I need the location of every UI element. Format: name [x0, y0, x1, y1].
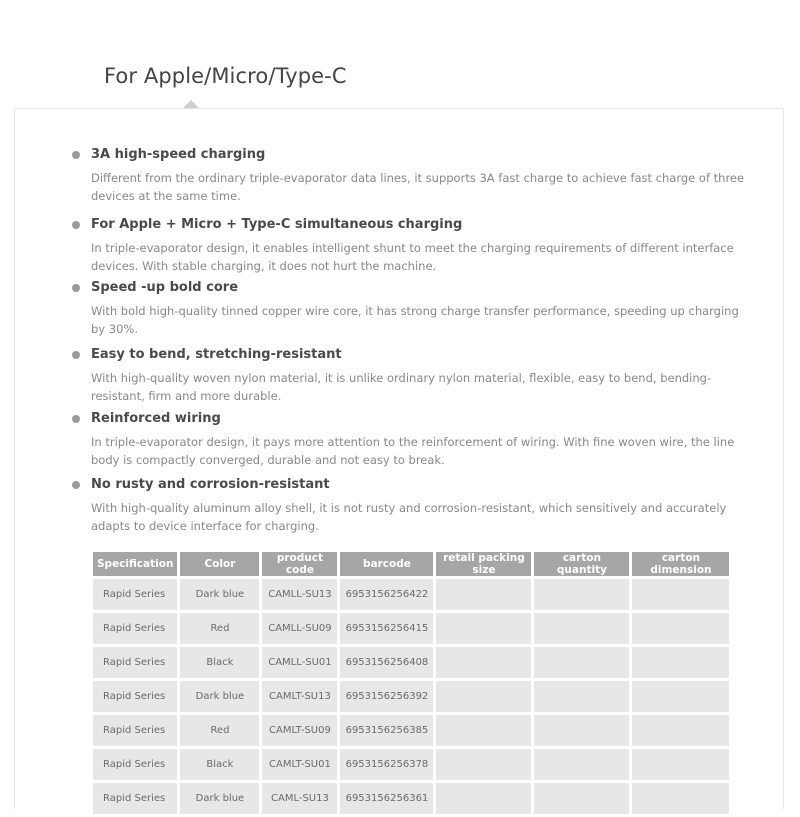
column-header-specification: Specification [93, 552, 177, 576]
cell-carton-quantity [534, 715, 629, 746]
feature-title: Easy to bend, stretching-resistant [91, 347, 342, 362]
cell-retail-packing-size [436, 715, 531, 746]
column-header-product-code: product code [262, 552, 337, 576]
cell-barcode: 6953156256378 [340, 749, 433, 780]
bullet-icon [72, 221, 80, 229]
column-header-color: Color [180, 552, 259, 576]
cell-color: Black [180, 749, 259, 780]
feature-title: Reinforced wiring [91, 411, 221, 426]
cell-barcode: 6953156256385 [340, 715, 433, 746]
column-header-barcode: barcode [340, 552, 433, 576]
cell-retail-packing-size [436, 783, 531, 814]
feature-title: For Apple + Micro + Type-C simultaneous charging [91, 217, 463, 232]
bullet-icon [72, 351, 80, 359]
bullet-icon [72, 151, 80, 159]
cell-color: Red [180, 613, 259, 644]
cell-specification: Rapid Series [93, 681, 177, 712]
cell-color: Red [180, 715, 259, 746]
table-row [93, 647, 729, 678]
cell-color: Dark blue [180, 681, 259, 712]
cell-carton-dimension [632, 681, 729, 712]
cell-carton-quantity [534, 783, 629, 814]
cell-specification: Rapid Series [93, 783, 177, 814]
feature-item [72, 410, 752, 469]
table-row [93, 613, 729, 644]
table-row [93, 681, 729, 712]
cell-carton-quantity [534, 647, 629, 678]
cell-barcode: 6953156256392 [340, 681, 433, 712]
cell-barcode: 6953156256415 [340, 613, 433, 644]
column-header-retail-packing-size: retail packing size [436, 552, 531, 576]
table-row [93, 783, 729, 814]
cell-retail-packing-size [436, 647, 531, 678]
feature-item [72, 279, 752, 338]
column-header-carton-quantity: carton quantity [534, 552, 629, 576]
feature-description: With high-quality woven nylon material, it is unlike ordinary nylon material, flexible, easy to bend, bending-resistant, firm and more durable. [91, 371, 712, 403]
bullet-icon [72, 415, 80, 423]
cell-carton-quantity [534, 613, 629, 644]
feature-description: With bold high-quality tinned copper wire core, it has strong charge transfer performance, speeding up charging by 30%. [91, 304, 739, 336]
feature-title: No rusty and corrosion-resistant [91, 477, 330, 492]
cell-barcode: 6953156256422 [340, 579, 433, 610]
feature-item [72, 146, 752, 205]
cell-barcode: 6953156256408 [340, 647, 433, 678]
page-title: For Apple/Micro/Type-C [104, 64, 347, 88]
cell-color: Dark blue [180, 579, 259, 610]
column-header-carton-dimension: carton dimension [632, 552, 729, 576]
cell-barcode: 6953156256361 [340, 783, 433, 814]
feature-list [72, 146, 752, 535]
cell-carton-dimension [632, 613, 729, 644]
table-row [93, 715, 729, 746]
cell-specification: Rapid Series [93, 647, 177, 678]
feature-item [72, 476, 752, 535]
feature-item [72, 216, 752, 275]
cell-carton-quantity [534, 681, 629, 712]
cell-product-code: CAMLL-SU09 [262, 613, 337, 644]
cell-retail-packing-size [436, 681, 531, 712]
bullet-icon [72, 481, 80, 489]
section-pointer-caret [183, 100, 199, 108]
cell-color: Black [180, 647, 259, 678]
cell-product-code: CAMLL-SU13 [262, 579, 337, 610]
cell-retail-packing-size [436, 579, 531, 610]
cell-specification: Rapid Series [93, 715, 177, 746]
cell-carton-dimension [632, 783, 729, 814]
cell-retail-packing-size [436, 749, 531, 780]
cell-product-code: CAML-SU13 [262, 783, 337, 814]
bullet-icon [72, 284, 80, 292]
cell-product-code: CAMLT-SU09 [262, 715, 337, 746]
cell-carton-dimension [632, 715, 729, 746]
table-row [93, 579, 729, 610]
feature-description: With high-quality aluminum alloy shell, it is not rusty and corrosion-resistant, which sensitively and accurately adapts to device interface for charging. [91, 501, 727, 533]
cell-specification: Rapid Series [93, 579, 177, 610]
cell-carton-quantity [534, 579, 629, 610]
feature-title: 3A high-speed charging [91, 147, 266, 162]
cell-product-code: CAMLT-SU01 [262, 749, 337, 780]
feature-item [72, 346, 752, 405]
feature-description: Different from the ordinary triple-evaporator data lines, it supports 3A fast charge to achieve fast charge of three devices at the same time. [91, 171, 745, 203]
cell-color: Dark blue [180, 783, 259, 814]
cell-retail-packing-size [436, 613, 531, 644]
cell-product-code: CAMLT-SU13 [262, 681, 337, 712]
table-header-row [93, 552, 729, 576]
cell-carton-dimension [632, 647, 729, 678]
table-row [93, 749, 729, 780]
cell-specification: Rapid Series [93, 749, 177, 780]
cell-carton-dimension [632, 749, 729, 780]
cell-specification: Rapid Series [93, 613, 177, 644]
cell-carton-dimension [632, 579, 729, 610]
feature-description: In triple-evaporator design, it enables intelligent shunt to meet the charging requirements of different interface devices. With stable charging, it does not hurt the machine. [91, 241, 734, 273]
cell-carton-quantity [534, 749, 629, 780]
cell-product-code: CAMLL-SU01 [262, 647, 337, 678]
feature-title: Speed -up bold core [91, 280, 239, 295]
feature-description: In triple-evaporator design, it pays more attention to the reinforcement of wiring. With fine woven wire, the line body is compactly converged, durable and not easy to break. [91, 435, 735, 467]
specification-table [90, 549, 732, 817]
